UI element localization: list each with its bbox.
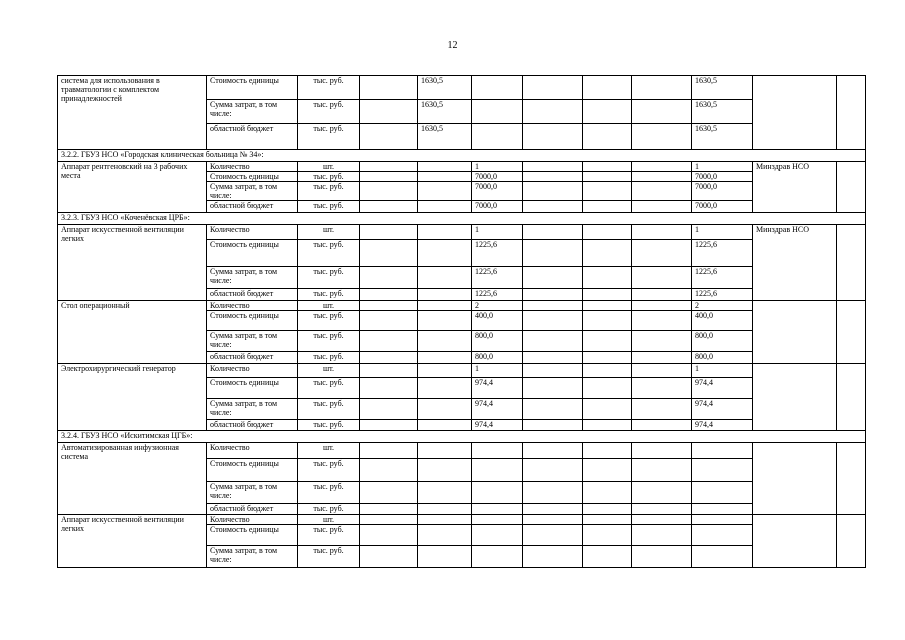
empty-cell (837, 515, 866, 568)
empty-cell (583, 378, 632, 399)
unit-cell: шт. (298, 225, 360, 240)
value-cell (472, 482, 523, 504)
total-cell: 1630,5 (692, 100, 753, 124)
section-row (58, 150, 866, 162)
empty-cell (523, 525, 583, 546)
value-cell: 800,0 (472, 331, 523, 352)
empty-cell (360, 443, 418, 459)
unit-cell: тыс. руб. (298, 546, 360, 568)
value-cell (418, 525, 472, 546)
total-cell (692, 504, 753, 515)
empty-cell (632, 124, 692, 150)
empty-cell (583, 240, 632, 267)
empty-cell (632, 546, 692, 568)
unit-cell: шт. (298, 364, 360, 378)
unit-cell: тыс. руб. (298, 420, 360, 431)
value-cell: 1225,6 (472, 289, 523, 301)
empty-cell (523, 301, 583, 311)
total-cell: 7000,0 (692, 201, 753, 213)
item-name: Стол операционный (58, 301, 207, 364)
empty-cell (583, 100, 632, 124)
empty-cell (523, 546, 583, 568)
section-row (58, 431, 866, 443)
total-cell: 1225,6 (692, 289, 753, 301)
item-name: Автоматизированная инфузионная система (58, 443, 207, 515)
unit-cell: тыс. руб. (298, 331, 360, 352)
empty-cell (632, 459, 692, 482)
indicator-cell: Стоимость единицы (207, 459, 298, 482)
empty-cell (360, 301, 418, 311)
empty-cell (360, 240, 418, 267)
empty-cell (632, 504, 692, 515)
unit-cell: тыс. руб. (298, 240, 360, 267)
responsible-cell (753, 364, 837, 431)
empty-cell (837, 162, 866, 213)
value-cell (472, 515, 523, 525)
responsible-cell (753, 301, 837, 364)
value-cell (418, 201, 472, 213)
indicator-cell: Количество (207, 443, 298, 459)
empty-cell (523, 515, 583, 525)
value-cell (418, 515, 472, 525)
value-cell (418, 225, 472, 240)
empty-cell (523, 162, 583, 172)
empty-cell (583, 225, 632, 240)
empty-cell (523, 443, 583, 459)
unit-cell: тыс. руб. (298, 172, 360, 182)
indicator-cell: Стоимость единицы (207, 525, 298, 546)
empty-cell (360, 352, 418, 364)
section-title: 3.2.3. ГБУЗ НСО «Коченёвская ЦРБ»: (58, 213, 866, 225)
empty-cell (837, 225, 866, 301)
indicator-cell: Стоимость единицы (207, 311, 298, 331)
indicator-cell: Количество (207, 162, 298, 172)
total-cell: 1225,6 (692, 240, 753, 267)
empty-cell (583, 546, 632, 568)
unit-cell: тыс. руб. (298, 124, 360, 150)
empty-cell (632, 201, 692, 213)
empty-cell (583, 201, 632, 213)
value-cell (418, 162, 472, 172)
empty-cell (632, 515, 692, 525)
unit-cell: тыс. руб. (298, 378, 360, 399)
empty-cell (583, 364, 632, 378)
empty-cell (523, 378, 583, 399)
value-cell (418, 399, 472, 420)
empty-cell (583, 311, 632, 331)
empty-cell (583, 162, 632, 172)
item-name: Электрохирургический генератор (58, 364, 207, 431)
empty-cell (523, 182, 583, 201)
responsible-cell (753, 443, 837, 515)
value-cell (472, 525, 523, 546)
value-cell: 1 (472, 225, 523, 240)
section-title: 3.2.2. ГБУЗ НСО «Городская клиническая больница № 34»: (58, 150, 866, 162)
item-name: система для использования в травматологии с комплектом принадлежностей (58, 76, 207, 150)
unit-cell: тыс. руб. (298, 459, 360, 482)
total-cell (692, 482, 753, 504)
empty-cell (632, 301, 692, 311)
unit-cell: тыс. руб. (298, 352, 360, 364)
indicator-cell: областной бюджет (207, 352, 298, 364)
value-cell (418, 289, 472, 301)
empty-cell (583, 515, 632, 525)
empty-cell (360, 515, 418, 525)
empty-cell (360, 289, 418, 301)
indicator-cell: областной бюджет (207, 504, 298, 515)
empty-cell (583, 76, 632, 100)
empty-cell (360, 364, 418, 378)
total-cell: 974,4 (692, 378, 753, 399)
value-cell (472, 76, 523, 100)
indicator-cell: Сумма затрат, в том числе: (207, 399, 298, 420)
value-cell: 1630,5 (418, 100, 472, 124)
unit-cell: шт. (298, 162, 360, 172)
value-cell (418, 420, 472, 431)
empty-cell (632, 267, 692, 289)
empty-cell (632, 289, 692, 301)
value-cell: 974,4 (472, 378, 523, 399)
item-name: Аппарат рентгеновский на 3 рабочих места (58, 162, 207, 213)
empty-cell (523, 100, 583, 124)
empty-cell (360, 482, 418, 504)
empty-cell (360, 459, 418, 482)
value-cell: 7000,0 (472, 172, 523, 182)
empty-cell (523, 172, 583, 182)
unit-cell: тыс. руб. (298, 399, 360, 420)
empty-cell (583, 443, 632, 459)
empty-cell (523, 267, 583, 289)
empty-cell (360, 182, 418, 201)
value-cell: 2 (472, 301, 523, 311)
empty-cell (583, 352, 632, 364)
value-cell: 800,0 (472, 352, 523, 364)
empty-cell (632, 482, 692, 504)
page-number: 12 (447, 40, 458, 51)
empty-cell (360, 420, 418, 431)
empty-cell (523, 311, 583, 331)
empty-cell (632, 378, 692, 399)
section-title: 3.2.4. ГБУЗ НСО «Искитимская ЦГБ»: (58, 431, 866, 443)
unit-cell: тыс. руб. (298, 289, 360, 301)
empty-cell (632, 182, 692, 201)
empty-cell (632, 100, 692, 124)
value-cell (418, 182, 472, 201)
empty-cell (632, 399, 692, 420)
empty-cell (583, 289, 632, 301)
total-cell (692, 459, 753, 482)
total-cell (692, 443, 753, 459)
empty-cell (837, 364, 866, 431)
value-cell (418, 352, 472, 364)
empty-cell (523, 482, 583, 504)
indicator-cell: Сумма затрат, в том числе: (207, 331, 298, 352)
empty-cell (523, 240, 583, 267)
unit-cell: тыс. руб. (298, 504, 360, 515)
value-cell (418, 311, 472, 331)
empty-cell (837, 301, 866, 364)
table-row (58, 162, 866, 172)
empty-cell (583, 420, 632, 431)
unit-cell: тыс. руб. (298, 311, 360, 331)
empty-cell (632, 352, 692, 364)
responsible-cell (753, 515, 837, 568)
empty-cell (583, 267, 632, 289)
value-cell (472, 443, 523, 459)
unit-cell: тыс. руб. (298, 182, 360, 201)
indicator-cell: Количество (207, 364, 298, 378)
total-cell: 7000,0 (692, 172, 753, 182)
empty-cell (523, 352, 583, 364)
empty-cell (632, 420, 692, 431)
empty-cell (523, 289, 583, 301)
empty-cell (360, 546, 418, 568)
total-cell: 400,0 (692, 311, 753, 331)
empty-cell (583, 482, 632, 504)
empty-cell (360, 267, 418, 289)
empty-cell (523, 399, 583, 420)
empty-cell (632, 443, 692, 459)
table-row (58, 301, 866, 311)
item-name: Аппарат искусственной вентиляции легких (58, 225, 207, 301)
empty-cell (360, 525, 418, 546)
unit-cell: шт. (298, 515, 360, 525)
empty-cell (632, 172, 692, 182)
empty-cell (360, 76, 418, 100)
value-cell (418, 546, 472, 568)
value-cell: 1 (472, 162, 523, 172)
responsible-cell: Минздрав НСО (753, 225, 837, 301)
indicator-cell: Стоимость единицы (207, 172, 298, 182)
unit-cell: шт. (298, 301, 360, 311)
total-cell: 1630,5 (692, 124, 753, 150)
empty-cell (360, 162, 418, 172)
total-cell (692, 525, 753, 546)
empty-cell (360, 331, 418, 352)
indicator-cell: Количество (207, 301, 298, 311)
value-cell: 1225,6 (472, 267, 523, 289)
empty-cell (583, 459, 632, 482)
empty-cell (523, 331, 583, 352)
empty-cell (360, 172, 418, 182)
empty-cell (583, 525, 632, 546)
empty-cell (523, 76, 583, 100)
table-row (58, 364, 866, 378)
unit-cell: шт. (298, 443, 360, 459)
empty-cell (583, 331, 632, 352)
empty-cell (632, 364, 692, 378)
value-cell: 1630,5 (418, 76, 472, 100)
total-cell: 1 (692, 364, 753, 378)
value-cell: 7000,0 (472, 201, 523, 213)
value-cell (472, 504, 523, 515)
empty-cell (360, 225, 418, 240)
indicator-cell: областной бюджет (207, 124, 298, 150)
total-cell (692, 515, 753, 525)
budget-table (57, 75, 866, 568)
empty-cell (632, 225, 692, 240)
total-cell: 1630,5 (692, 76, 753, 100)
empty-cell (583, 172, 632, 182)
empty-cell (583, 301, 632, 311)
total-cell: 974,4 (692, 399, 753, 420)
indicator-cell: Сумма затрат, в том числе: (207, 182, 298, 201)
empty-cell (632, 311, 692, 331)
item-name: Аппарат искусственной вентиляции легких (58, 515, 207, 568)
empty-cell (360, 124, 418, 150)
responsible-cell: Минздрав НСО (753, 162, 837, 213)
value-cell (472, 124, 523, 150)
empty-cell (523, 504, 583, 515)
value-cell (418, 443, 472, 459)
indicator-cell: Сумма затрат, в том числе: (207, 267, 298, 289)
empty-cell (632, 76, 692, 100)
total-cell: 800,0 (692, 352, 753, 364)
empty-cell (523, 225, 583, 240)
unit-cell: тыс. руб. (298, 100, 360, 124)
empty-cell (837, 443, 866, 515)
empty-cell (523, 420, 583, 431)
empty-cell (523, 124, 583, 150)
empty-cell (583, 182, 632, 201)
value-cell (472, 459, 523, 482)
indicator-cell: Сумма затрат, в том числе: (207, 482, 298, 504)
value-cell (418, 172, 472, 182)
indicator-cell: Количество (207, 225, 298, 240)
empty-cell (523, 459, 583, 482)
unit-cell: тыс. руб. (298, 482, 360, 504)
value-cell: 400,0 (472, 311, 523, 331)
value-cell (418, 364, 472, 378)
total-cell: 1225,6 (692, 267, 753, 289)
total-cell: 1 (692, 225, 753, 240)
indicator-cell: Стоимость единицы (207, 240, 298, 267)
indicator-cell: Количество (207, 515, 298, 525)
indicator-cell: областной бюджет (207, 201, 298, 213)
unit-cell: тыс. руб. (298, 76, 360, 100)
indicator-cell: областной бюджет (207, 420, 298, 431)
value-cell: 974,4 (472, 399, 523, 420)
value-cell (472, 546, 523, 568)
empty-cell (583, 399, 632, 420)
empty-cell (360, 399, 418, 420)
total-cell: 800,0 (692, 331, 753, 352)
table-row (58, 443, 866, 459)
unit-cell: тыс. руб. (298, 267, 360, 289)
indicator-cell: Стоимость единицы (207, 76, 298, 100)
table-row (58, 225, 866, 240)
total-cell: 7000,0 (692, 182, 753, 201)
total-cell: 2 (692, 301, 753, 311)
unit-cell: тыс. руб. (298, 201, 360, 213)
total-cell (692, 546, 753, 568)
empty-cell (632, 525, 692, 546)
empty-cell (632, 331, 692, 352)
empty-cell (837, 76, 866, 150)
unit-cell: тыс. руб. (298, 525, 360, 546)
value-cell: 7000,0 (472, 182, 523, 201)
value-cell: 974,4 (472, 420, 523, 431)
indicator-cell: областной бюджет (207, 289, 298, 301)
total-cell: 1 (692, 162, 753, 172)
empty-cell (583, 504, 632, 515)
empty-cell (583, 124, 632, 150)
value-cell: 1225,6 (472, 240, 523, 267)
empty-cell (360, 201, 418, 213)
value-cell: 1 (472, 364, 523, 378)
value-cell (472, 100, 523, 124)
value-cell (418, 459, 472, 482)
empty-cell (360, 311, 418, 331)
value-cell: 1630,5 (418, 124, 472, 150)
value-cell (418, 378, 472, 399)
empty-cell (360, 100, 418, 124)
empty-cell (523, 201, 583, 213)
responsible-cell (753, 76, 837, 150)
empty-cell (360, 504, 418, 515)
empty-cell (632, 162, 692, 172)
empty-cell (632, 240, 692, 267)
table-row (58, 515, 866, 525)
indicator-cell: Сумма затрат, в том числе: (207, 100, 298, 124)
value-cell (418, 331, 472, 352)
value-cell (418, 504, 472, 515)
value-cell (418, 482, 472, 504)
section-row (58, 213, 866, 225)
value-cell (418, 240, 472, 267)
indicator-cell: Сумма затрат, в том числе: (207, 546, 298, 568)
total-cell: 974,4 (692, 420, 753, 431)
table-row (58, 76, 866, 100)
indicator-cell: Стоимость единицы (207, 378, 298, 399)
empty-cell (523, 364, 583, 378)
value-cell (418, 267, 472, 289)
value-cell (418, 301, 472, 311)
empty-cell (360, 378, 418, 399)
